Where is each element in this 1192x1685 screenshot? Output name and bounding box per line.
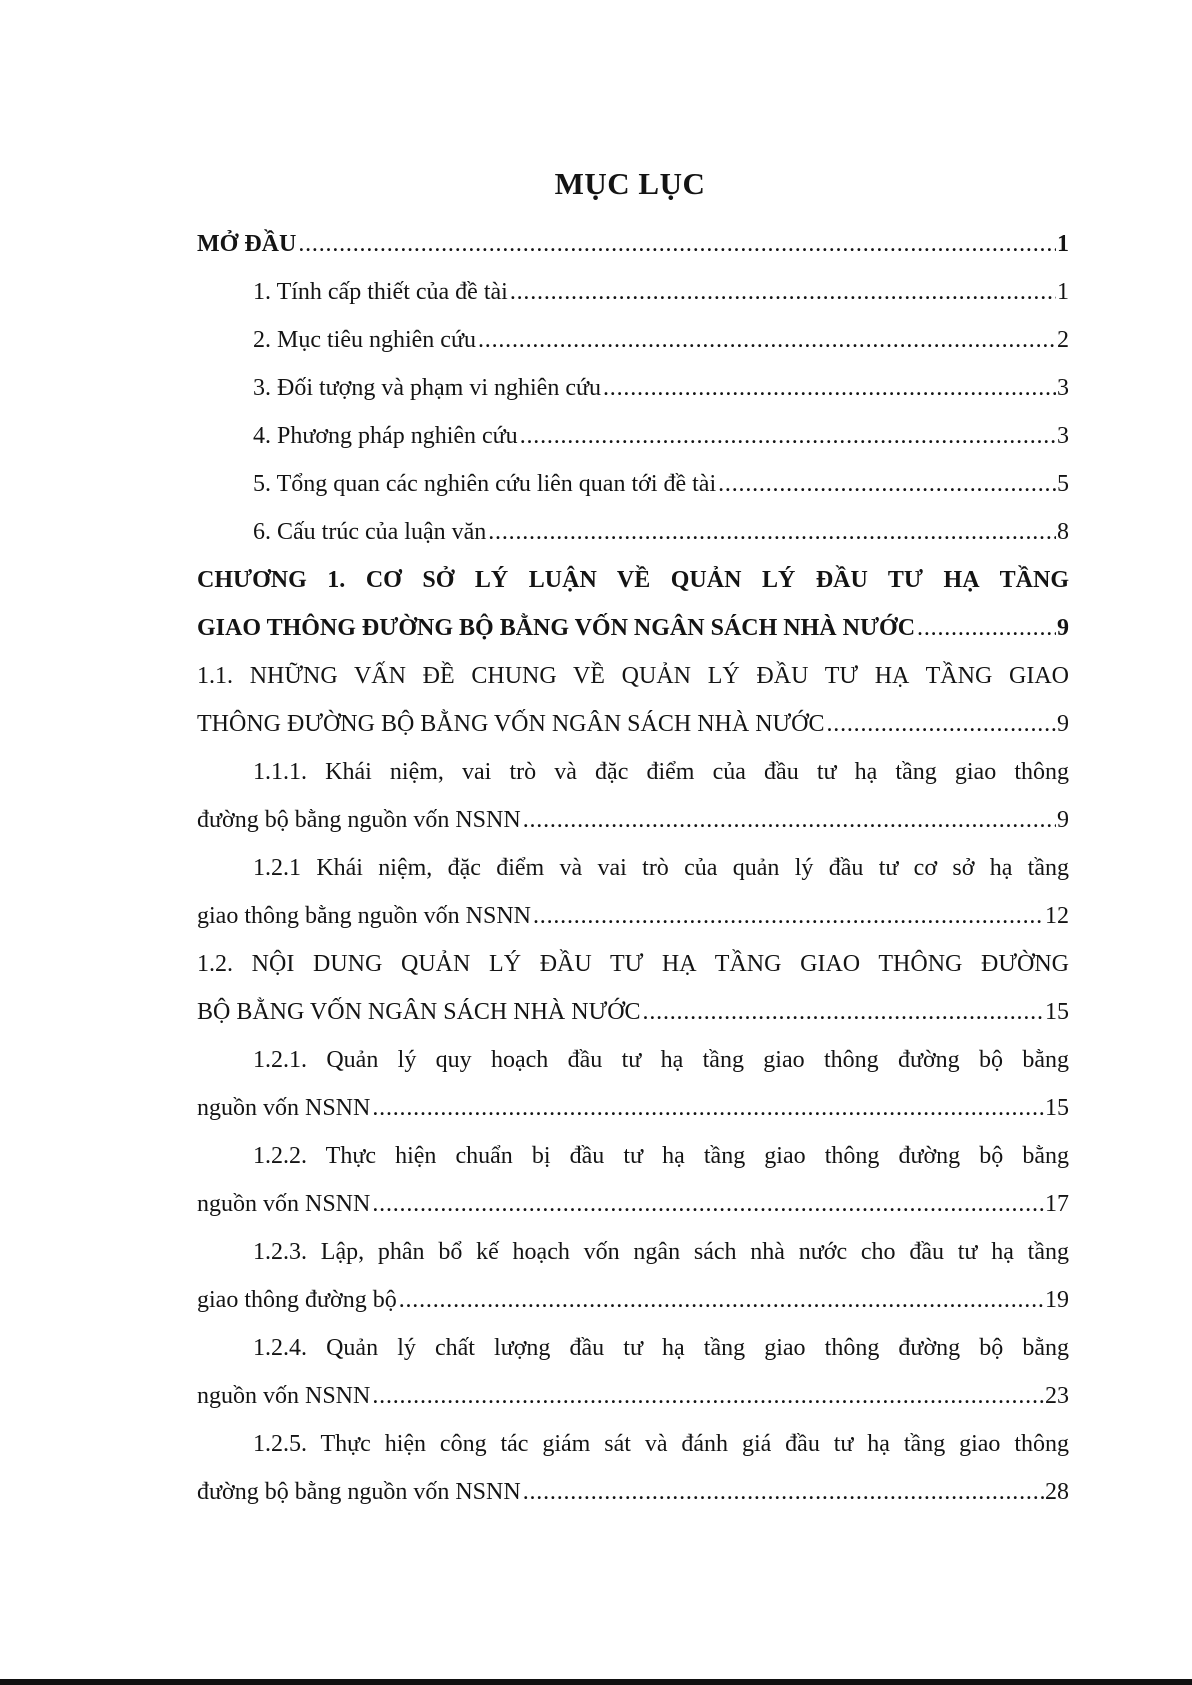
toc-entry-page: 12 bbox=[1045, 903, 1069, 929]
toc-entry-label: nguồn vốn NSNN bbox=[197, 1191, 371, 1217]
toc-entry[interactable] bbox=[197, 268, 1069, 316]
toc-entry-first-line[interactable]: 1.1. NHỮNG VẤN ĐỀ CHUNG VỀ QUẢN LÝ ĐẦU TƯ HẠ TẦNG GIAO bbox=[197, 663, 1069, 689]
toc-entry-first-line[interactable]: 1.2.2. Thực hiện chuẩn bị đầu tư hạ tầng giao thông đường bộ bằng bbox=[253, 1143, 1069, 1169]
toc-entry-page: 23 bbox=[1045, 1383, 1069, 1409]
toc-entry-label: THÔNG ĐƯỜNG BỘ BẰNG VỐN NGÂN SÁCH NHÀ NƯỚC bbox=[197, 711, 825, 737]
toc-entry-first-line[interactable]: 1.2. NỘI DUNG QUẢN LÝ ĐẦU TƯ HẠ TẦNG GIAO THÔNG ĐƯỜNG bbox=[197, 951, 1069, 977]
toc-leader-dots bbox=[915, 604, 1056, 652]
toc-entry[interactable] bbox=[197, 364, 1069, 412]
toc-entry-page: 9 bbox=[1057, 615, 1069, 641]
toc-entry[interactable] bbox=[197, 604, 1069, 652]
toc-leader-dots bbox=[824, 700, 1056, 748]
toc-entry[interactable] bbox=[197, 988, 1069, 1036]
toc-leader-dots bbox=[370, 1372, 1044, 1420]
toc-entry-page: 1 bbox=[1057, 279, 1069, 305]
toc-entry-page: 1 bbox=[1057, 231, 1069, 257]
toc-entry[interactable] bbox=[197, 220, 1069, 268]
toc-entry-page: 8 bbox=[1057, 519, 1069, 545]
toc-entry-label: giao thông bằng nguồn vốn NSNN bbox=[197, 903, 531, 929]
toc-entry-page: 3 bbox=[1057, 375, 1069, 401]
toc-entry-label: 5. Tổng quan các nghiên cứu liên quan tới đề tài bbox=[253, 471, 717, 497]
toc-entry[interactable] bbox=[197, 1468, 1069, 1516]
toc-entry-label: 6. Cấu trúc của luận văn bbox=[253, 519, 487, 545]
toc-leader-dots bbox=[370, 1084, 1044, 1132]
toc-entry[interactable] bbox=[197, 796, 1069, 844]
toc-entry-first-line[interactable]: 1.2.5. Thực hiện công tác giám sát và đánh giá đầu tư hạ tầng giao thông bbox=[253, 1431, 1069, 1457]
toc-leader-dots bbox=[476, 316, 1056, 364]
toc-entry-label: đường bộ bằng nguồn vốn NSNN bbox=[197, 1479, 521, 1505]
toc-leader-dots bbox=[518, 412, 1056, 460]
toc-entry-label: nguồn vốn NSNN bbox=[197, 1095, 371, 1121]
toc-entry-first-line[interactable]: 1.2.1. Quản lý quy hoạch đầu tư hạ tầng giao thông đường bộ bằng bbox=[253, 1047, 1069, 1073]
toc-entry-label: 4. Phương pháp nghiên cứu bbox=[253, 423, 518, 449]
toc-entry-page: 9 bbox=[1057, 711, 1069, 737]
toc-entry-label: GIAO THÔNG ĐƯỜNG BỘ BẰNG VỐN NGÂN SÁCH NHÀ NƯỚC bbox=[197, 615, 916, 641]
toc-leader-dots bbox=[296, 220, 1056, 268]
toc-entry-first-line[interactable]: 1.2.4. Quản lý chất lượng đầu tư hạ tầng giao thông đường bộ bằng bbox=[253, 1335, 1069, 1361]
toc-entry[interactable] bbox=[197, 412, 1069, 460]
toc-leader-dots bbox=[531, 892, 1044, 940]
toc-entry-label: đường bộ bằng nguồn vốn NSNN bbox=[197, 807, 521, 833]
toc-entry-page: 5 bbox=[1057, 471, 1069, 497]
toc-entry[interactable] bbox=[197, 892, 1069, 940]
toc-entry-first-line[interactable]: 1.2.1 Khái niệm, đặc điểm và vai trò của quản lý đầu tư cơ sở hạ tầng bbox=[253, 855, 1069, 881]
toc-entry-label: 2. Mục tiêu nghiên cứu bbox=[253, 327, 476, 353]
toc-entry[interactable] bbox=[197, 460, 1069, 508]
toc-leader-dots bbox=[508, 268, 1056, 316]
toc-leader-dots bbox=[716, 460, 1056, 508]
toc-leader-dots bbox=[601, 364, 1056, 412]
toc-entry-first-line[interactable]: 1.2.3. Lập, phân bổ kế hoạch vốn ngân sách nhà nước cho đầu tư hạ tầng bbox=[253, 1239, 1069, 1265]
toc-entry[interactable] bbox=[197, 316, 1069, 364]
toc-entry-page: 3 bbox=[1057, 423, 1069, 449]
toc-entry-page: 19 bbox=[1045, 1287, 1069, 1313]
toc-entry[interactable] bbox=[197, 1084, 1069, 1132]
toc-entry[interactable] bbox=[197, 700, 1069, 748]
toc-leader-dots bbox=[486, 508, 1056, 556]
toc-entry-label: BỘ BẰNG VỐN NGÂN SÁCH NHÀ NƯỚC bbox=[197, 999, 641, 1025]
toc-entry-first-line[interactable]: 1.1.1. Khái niệm, vai trò và đặc điểm của đầu tư hạ tầng giao thông bbox=[253, 759, 1069, 785]
toc-leader-dots bbox=[641, 988, 1044, 1036]
toc-entry-page: 9 bbox=[1057, 807, 1069, 833]
toc-entry-page: 17 bbox=[1045, 1191, 1069, 1217]
toc-entry-label: nguồn vốn NSNN bbox=[197, 1383, 371, 1409]
toc-entry[interactable] bbox=[197, 1372, 1069, 1420]
toc-entry-label: 3. Đối tượng và phạm vi nghiên cứu bbox=[253, 375, 601, 401]
toc-entry-page: 2 bbox=[1057, 327, 1069, 353]
table-of-contents bbox=[197, 220, 1069, 1516]
toc-leader-dots bbox=[397, 1276, 1044, 1324]
toc-entry-page: 15 bbox=[1045, 999, 1069, 1025]
toc-entry-page: 28 bbox=[1045, 1479, 1069, 1505]
toc-entry[interactable] bbox=[197, 508, 1069, 556]
toc-entry[interactable] bbox=[197, 1276, 1069, 1324]
toc-entry-label: giao thông đường bộ bbox=[197, 1287, 397, 1313]
toc-entry-page: 15 bbox=[1045, 1095, 1069, 1121]
toc-entry-label: 1. Tính cấp thiết của đề tài bbox=[253, 279, 508, 305]
toc-leader-dots bbox=[370, 1180, 1044, 1228]
toc-entry-label: MỞ ĐẦU bbox=[197, 231, 297, 257]
toc-leader-dots bbox=[521, 1468, 1044, 1516]
toc-entry[interactable] bbox=[197, 1180, 1069, 1228]
toc-title: MỤC LỤC bbox=[554, 166, 706, 201]
toc-entry-first-line[interactable]: CHƯƠNG 1. CƠ SỞ LÝ LUẬN VỀ QUẢN LÝ ĐẦU TƯ HẠ TẦNG bbox=[197, 567, 1069, 593]
page-bottom-edge bbox=[0, 1679, 1192, 1685]
toc-leader-dots bbox=[521, 796, 1056, 844]
